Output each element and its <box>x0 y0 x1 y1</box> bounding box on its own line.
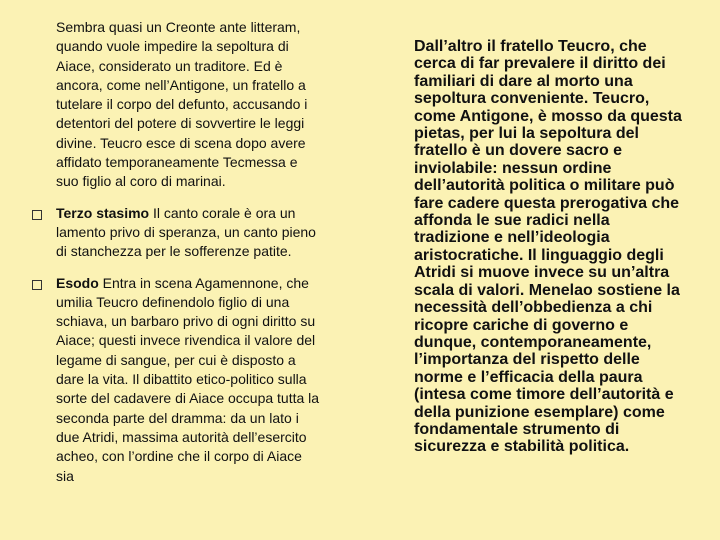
list-item-terzo-stasimo <box>32 204 322 262</box>
terzo-stasimo-text: Il canto corale è ora un lamento privo di speranza, un canto pieno di stanchezza per le sofferenze patite. <box>56 204 316 260</box>
square-bullet-icon <box>32 210 42 220</box>
esodo-text: Entra in scena Agamennone, che umilia Teucro definendolo figlio di una schiava, un barbaro privo di ogni diritto su Aiace; questi invece rivendica il valore del legame di sangue, per cui è disposto a dare la vita. Il dibattito etico-politico sulla sorte del cadavere di Aiace occupa tutta la seconda parte del dramma: da un lato i due Atridi, massima autorità dell’esercito acheo, con l’ordine che il corpo di Aiace sia <box>56 274 320 484</box>
right-paragraph: Dall’altro il fratello Teucro, che cerca di far prevalere il diritto dei familiari di dare al morto una sepoltura conveniente. Teucro, come Antigone, è mosso da questa pietas, per lui la sepoltura del fratello è un dovere sacro e inviolabile: nessun ordine dell’autorità politica o militare può fare cadere questa prerogativa che affonda le sue radici nella tradizione e nell’ideologia aristocratiche. Il linguaggio degli Atridi si muove invece su un’altra scala di valori. Menelao sostiene la necessità dell’obbedienza a chi ricopre cariche di governo e dunque, contemporaneamente, l’importanza del rispetto delle norme e l’efficacia della paura (intesa come timore dell’autorità e della punizione esemplare) come fondamentale strumento di sicurezza e stabilità politica. <box>414 38 682 456</box>
left-column <box>32 18 322 498</box>
esodo-title: Esodo <box>56 274 99 291</box>
intro-paragraph: Sembra quasi un Creonte ante litteram, quando vuole impedire la sepoltura di Aiace, considerato un traditore. Ed è ancora, come nell’Antigone, un fratello a tutelare il corpo del defunto, accusando i detentori del potere di sovvertire le leggi divine. Teucro esce di scena dopo avere affidato temporaneamente Tecmessa e suo figlio al coro di marinai. <box>56 19 308 190</box>
right-column <box>414 38 686 456</box>
square-bullet-icon <box>32 280 42 290</box>
terzo-stasimo-title: Terzo stasimo <box>56 204 150 221</box>
list-item-esodo <box>32 274 322 486</box>
